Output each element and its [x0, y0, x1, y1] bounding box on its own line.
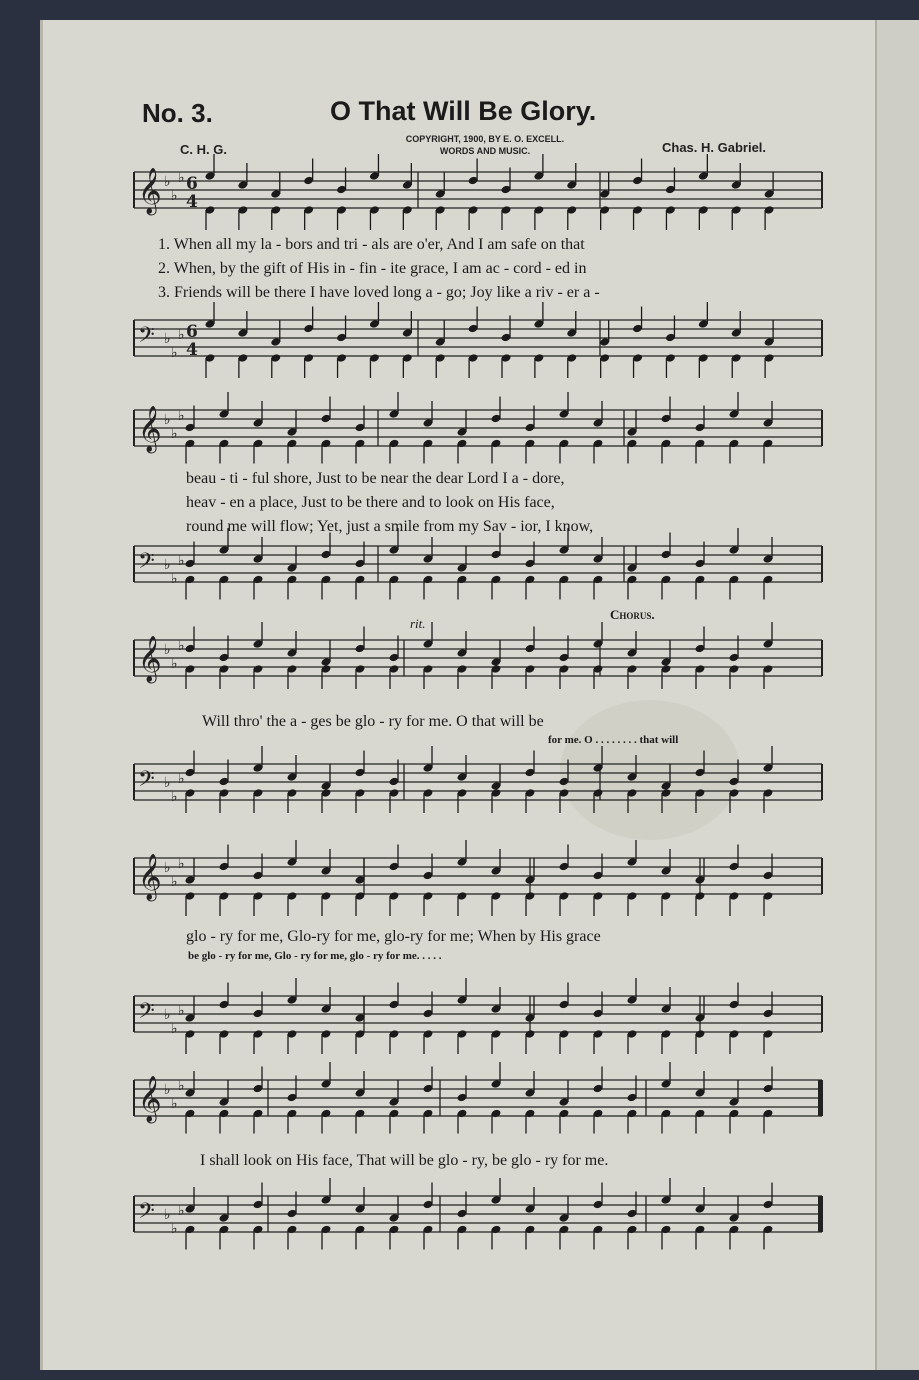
flat-sign: ♭: [164, 642, 171, 658]
time-signature-top: 6: [186, 174, 198, 194]
flat-sign: ♭: [178, 327, 185, 343]
final-barline: [818, 1196, 822, 1232]
treble-clef: 𝄞: [138, 168, 162, 214]
flat-sign: ♭: [164, 331, 171, 347]
hymn-title: O That Will Be Glory.: [330, 96, 597, 126]
bass-clef: 𝄢: [138, 1199, 155, 1229]
bass-echo-line-2: be glo - ry for me, Glo - ry for me, glo - ry for me. . . . .: [188, 950, 442, 962]
flat-sign: ♭: [178, 638, 185, 654]
treble-clef: 𝄞: [138, 636, 162, 682]
flat-sign: ♭: [171, 874, 178, 890]
flat-sign: ♭: [164, 1007, 171, 1023]
flat-sign: ♭: [171, 1021, 178, 1037]
treble-clef: 𝄞: [138, 1076, 162, 1122]
time-signature-bottom: 4: [186, 192, 198, 212]
flat-sign: ♭: [164, 1207, 171, 1223]
flat-sign: ♭: [164, 412, 171, 428]
flat-sign: ♭: [171, 789, 178, 805]
chorus-marking: Chorus.: [610, 607, 655, 622]
flat-sign: ♭: [171, 1096, 178, 1112]
bass-echo-line-1: for me. O . . . . . . . . that will: [548, 734, 679, 746]
bass-clef: 𝄢: [138, 767, 155, 797]
flat-sign: ♭: [171, 188, 178, 204]
final-barline: [818, 1080, 822, 1116]
composer-credit: Chas. H. Gabriel.: [662, 140, 767, 155]
flat-sign: ♭: [178, 771, 185, 787]
flat-sign: ♭: [164, 775, 171, 791]
flat-sign: ♭: [178, 1078, 185, 1094]
flat-sign: ♭: [178, 1203, 185, 1219]
treble-clef: 𝄞: [138, 406, 162, 452]
lyric-verse-3-line-1: 3. Friends will be there I have loved long a - go; Joy like a riv - er a -: [158, 284, 600, 301]
flat-sign: ♭: [178, 408, 185, 424]
bass-clef: 𝄢: [138, 323, 155, 353]
lyric-chorus-line-2: glo - ry for me, Glo-ry for me, glo-ry for me; When by His grace: [186, 928, 601, 945]
lyric-chorus-line-3: I shall look on His face, That will be glo - ry, be glo - ry for me.: [200, 1152, 609, 1169]
bass-clef: 𝄢: [138, 549, 155, 579]
treble-clef: 𝄞: [138, 854, 162, 900]
lyric-verse-2-line-1: 2. When, by the gift of His in - fin - ite grace, I am ac - cord - ed in: [158, 260, 587, 277]
flat-sign: ♭: [171, 1221, 178, 1237]
flat-sign: ♭: [171, 656, 178, 672]
flat-sign: ♭: [171, 345, 178, 361]
time-signature-bottom: 4: [186, 340, 198, 360]
flat-sign: ♭: [178, 170, 185, 186]
lyric-verse-1-line-2: beau - ti - ful shore, Just to be near the dear Lord I a - dore,: [186, 470, 565, 487]
flat-sign: ♭: [164, 860, 171, 876]
lyric-verse-2-line-2: heav - en a place, Just to be there and to look on His face,: [186, 494, 555, 511]
rit-marking: rit.: [410, 616, 426, 631]
lyric-verse-1-line-1: 1. When all my la - bors and tri - als are o'er, And I am safe on that: [158, 236, 585, 253]
lyricist-credit: C. H. G.: [180, 142, 227, 157]
lyric-chorus-line-1: Will thro' the a - ges be glo - ry for me. O that will be: [202, 713, 544, 730]
flat-sign: ♭: [164, 557, 171, 573]
flat-sign: ♭: [178, 856, 185, 872]
flat-sign: ♭: [171, 571, 178, 587]
lyric-verse-3-line-2: round me will flow; Yet, just a smile from my Sav - ior, I know,: [186, 518, 594, 535]
flat-sign: ♭: [164, 174, 171, 190]
flat-sign: ♭: [164, 1082, 171, 1098]
flat-sign: ♭: [178, 553, 185, 569]
copyright-line: COPYRIGHT, 1900, BY E. O. EXCELL.: [405, 134, 565, 144]
flat-sign: ♭: [171, 426, 178, 442]
hymn-number: No. 3.: [142, 98, 213, 128]
bass-clef: 𝄢: [138, 999, 155, 1029]
time-signature-top: 6: [186, 322, 198, 342]
flat-sign: ♭: [178, 1003, 185, 1019]
words-music-label: WORDS AND MUSIC.: [439, 146, 531, 156]
